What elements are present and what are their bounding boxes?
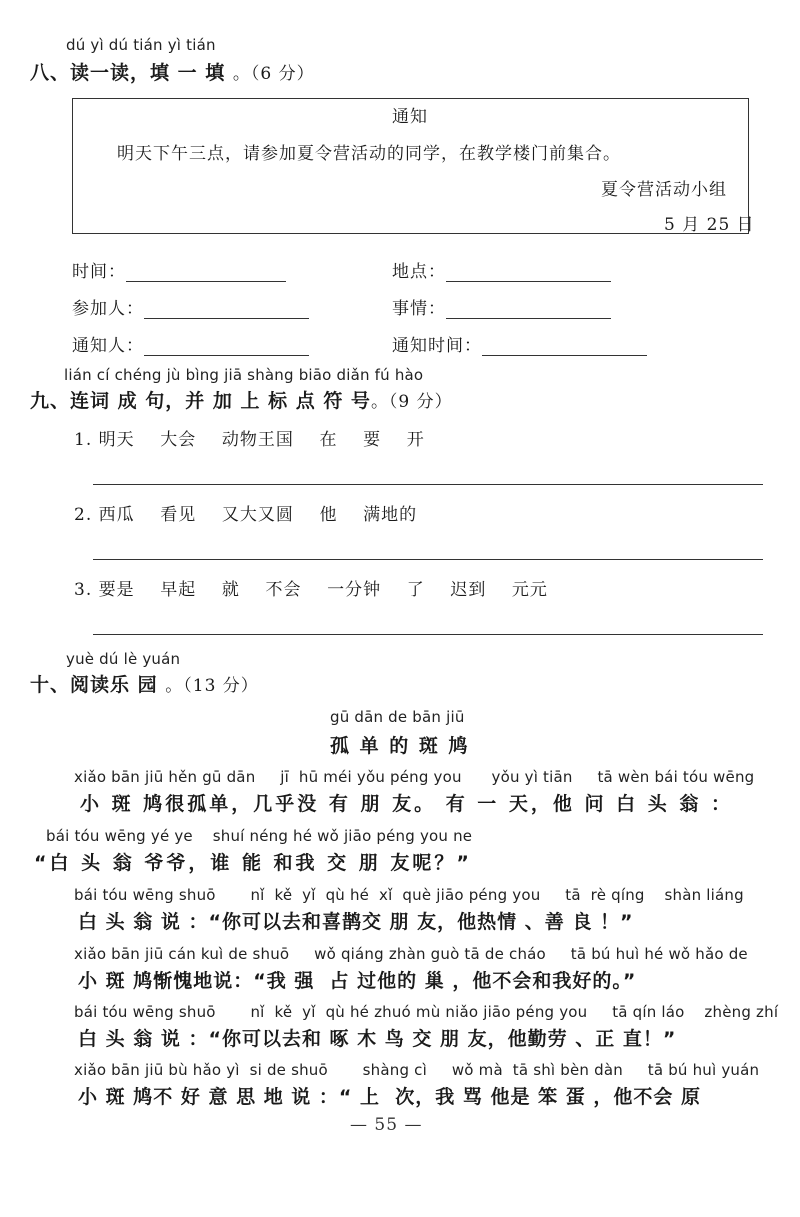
story-title: 孤 单 的 斑 鸠 [330,735,470,757]
story-line-1: 小 斑 鸠很孤单，几乎没 有 朋 友。 有 一 天，他 问 白 头 翁 ： [80,793,733,815]
story-line-3: 白 头 翁 说 ：“你可以去和喜鹊交 朋 友，他热情 、善 良 ！” [78,911,634,933]
sentence-item-1: 1. 明天 大会 动物王国 在 要 开 [74,430,425,450]
section8-title: 读一读，填 一 填 [70,62,233,84]
sentence-item-3: 3. 要是 早起 就 不会 一分钟 了 迟到 元元 [74,580,548,600]
field-notice-time-blank[interactable] [482,337,647,356]
field-notifier-blank[interactable] [144,337,309,356]
section8-score: 。（6 分） [232,64,315,84]
story-line-6: 小 斑 鸠不 好 意 思 地 说 ：“ 上 次，我 骂 他是 笨 蛋 ，他不会 原 [78,1086,701,1108]
notice-title: 通知 [392,107,428,127]
notice-signature: 夏令营活动小组 [601,180,727,200]
story-line-2-pinyin: bái tóu wēng yé ye shuí néng hé wǒ jiāo péng you ne [46,827,473,845]
field-time: 时间： [72,257,286,282]
answer-line-1[interactable] [93,484,763,485]
section10-pinyin: yuè dú lè yuán [66,650,181,668]
field-matter-blank[interactable] [446,300,611,319]
story-line-5: 白 头 翁 说 ：“你可以去和 啄 木 鸟 交 朋 友，他勤劳 、正 直！” [78,1028,677,1050]
section9-title: 连词 成 句，并 加 上 标 点 符 号 [70,390,371,412]
section9-pinyin: lián cí chéng jù bìng jiā shàng biāo diǎn fú hào [64,366,424,384]
notice-body: 明天下午三点，请参加夏令营活动的同学，在教学楼门前集合。 [117,144,621,164]
section9-number: 九、 [30,390,71,412]
section8-heading [30,58,315,85]
story-line-6-pinyin: xiǎo bān jiū bù hǎo yì si de shuō shàng cì wǒ mà tā shì bèn dàn tā bú huì yuán [74,1061,760,1079]
story-line-1-pinyin: xiǎo bān jiū hěn gū dān jī hū méi yǒu péng you yǒu yì tiān tā wèn bái tóu wēng [74,768,755,786]
story-line-4: 小 斑 鸠惭愧地说：“我 强 占 过他的 巢 ，他不会和我好的。” [78,970,637,992]
section8-pinyin: dú yì dú tián yì tián [66,36,216,54]
section10-score: 。（13 分） [165,676,259,696]
field-time-blank[interactable] [126,263,286,282]
answer-line-2[interactable] [93,559,763,560]
section10-heading [30,670,259,697]
story-title-pinyin: gū dān de bān jiū [330,708,465,726]
field-place: 地点： [392,257,611,282]
story-line-3-pinyin: bái tóu wēng shuō nǐ kě yǐ qù hé xǐ què jiāo péng you tā rè qíng shàn liáng [74,886,744,904]
section10-title: 阅读乐 园 [70,674,166,696]
field-participants-blank[interactable] [144,300,309,319]
story-line-4-pinyin: xiǎo bān jiū cán kuì de shuō wǒ qiáng zhàn guò tā de cháo tā bú huì hé wǒ hǎo de [74,945,748,963]
sentence-item-2: 2. 西瓜 看见 又大又圆 他 满地的 [74,505,418,525]
section9-heading [30,386,453,413]
answer-line-3[interactable] [93,634,763,635]
page-number: — 55 — [350,1115,423,1135]
section9-score: 。（9 分） [370,392,453,412]
story-line-2: “白 头 翁 爷爷，谁 能 和我 交 朋 友呢？” [34,852,472,874]
field-participants: 参加人： [72,294,309,319]
field-notice-time: 通知时间： [392,331,647,356]
field-matter: 事情： [392,294,611,319]
story-line-5-pinyin: bái tóu wēng shuō nǐ kě yǐ qù hé zhuó mù niǎo jiāo péng you tā qín láo zhèng zhí [74,1003,779,1021]
notice-date: 5 月 25 日 [664,215,755,235]
section10-number: 十、 [30,674,71,696]
section8-number: 八、 [30,62,71,84]
field-place-blank[interactable] [446,263,611,282]
field-notifier: 通知人： [72,331,309,356]
